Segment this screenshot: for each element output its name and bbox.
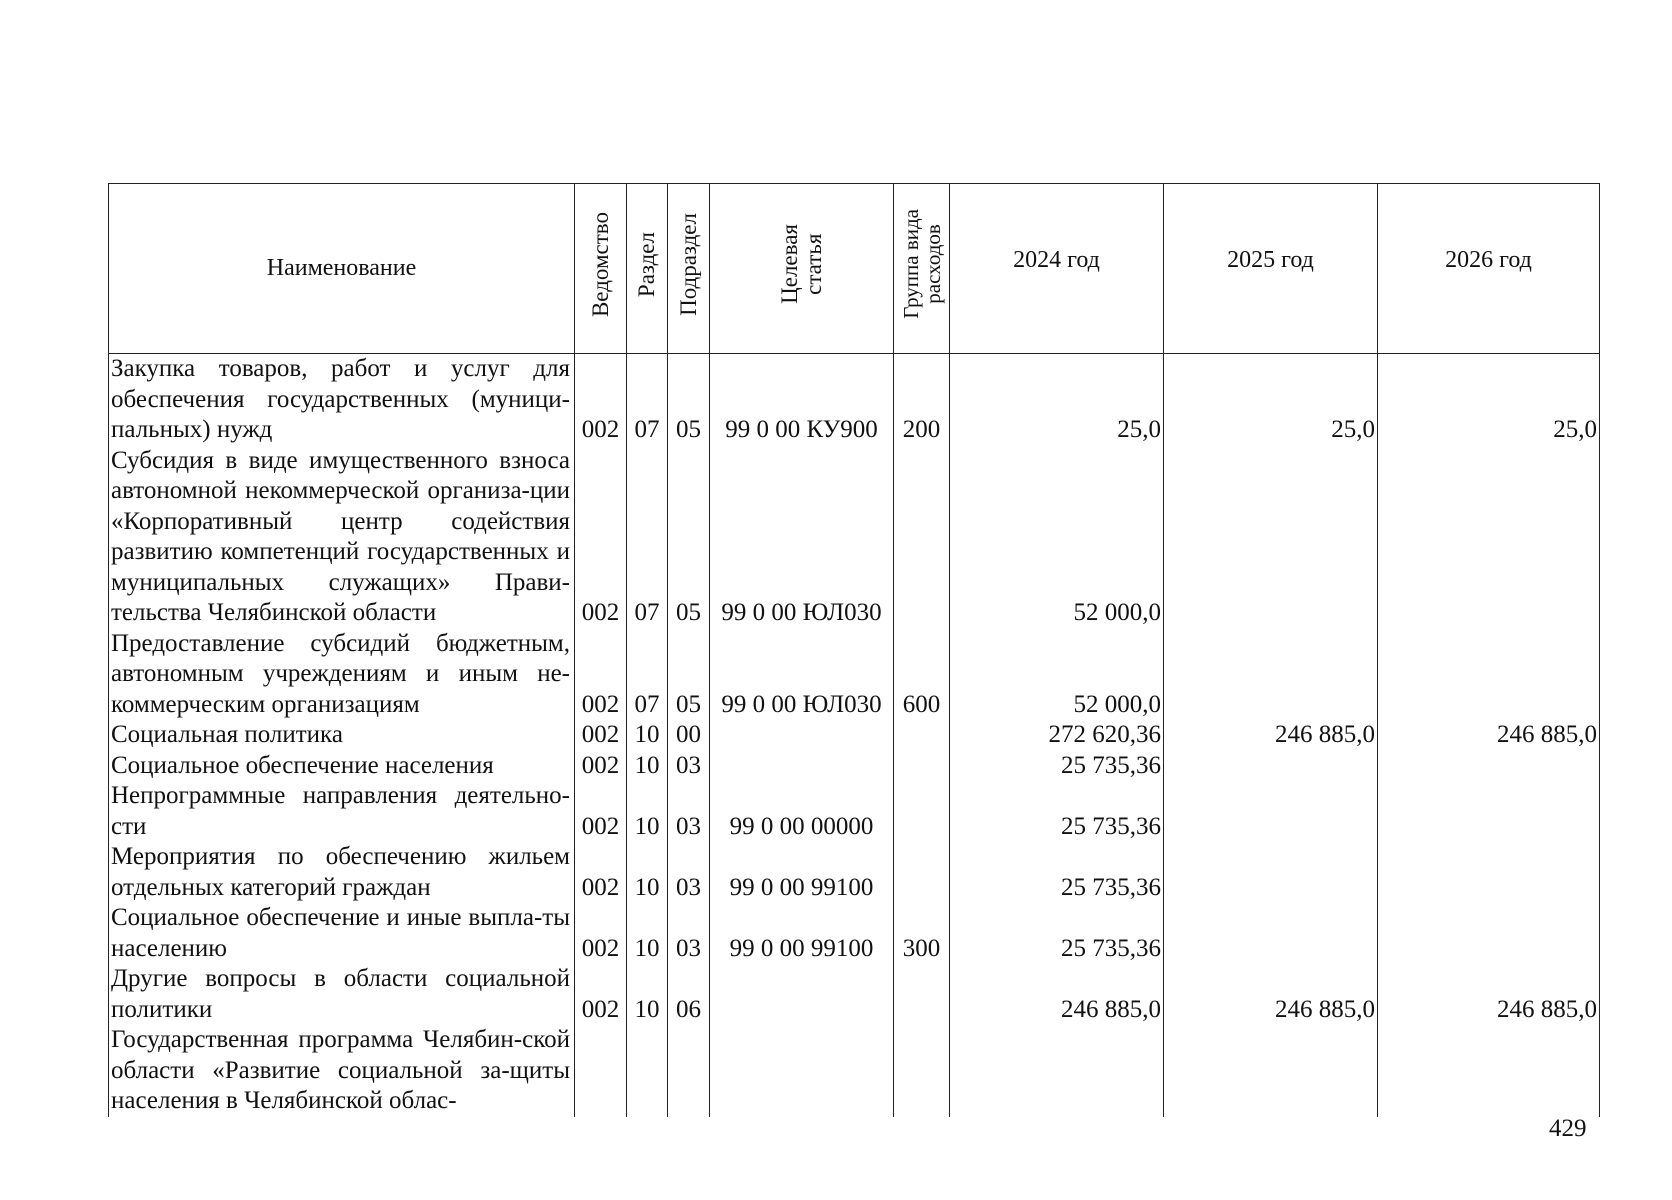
- row-name: Предоставление субсидий бюджетным, автономным учреждениям и иным не-коммерческим организациям: [109, 629, 575, 721]
- row-2025: [1164, 751, 1378, 782]
- row-2024: 52 000,0: [950, 629, 1164, 721]
- row-group: [894, 446, 950, 629]
- header-name-label: Наименование: [266, 255, 417, 282]
- row-2026: [1378, 629, 1600, 721]
- row-2024: 272 620,36: [950, 720, 1164, 751]
- row-subsection: [668, 1025, 710, 1117]
- row-2026: [1378, 446, 1600, 629]
- table-row: [109, 842, 1600, 903]
- row-2026: [1378, 1025, 1600, 1117]
- table-row: [109, 1025, 1600, 1117]
- row-target: 99 0 00 99100: [710, 842, 894, 903]
- row-2025: [1164, 903, 1378, 964]
- row-2026: 246 885,0: [1378, 964, 1600, 1025]
- row-2024: 246 885,0: [950, 964, 1164, 1025]
- row-name: Социальная политика: [109, 720, 575, 751]
- row-group: [894, 751, 950, 782]
- row-dept: 002: [575, 354, 627, 446]
- row-2025: 25,0: [1164, 354, 1378, 446]
- row-group: [894, 964, 950, 1025]
- row-group: 600: [894, 629, 950, 721]
- row-dept: 002: [575, 842, 627, 903]
- header-target-label: Целевая статья: [776, 224, 826, 305]
- row-subsection: 06: [668, 964, 710, 1025]
- row-target: 99 0 00 КУ900: [710, 354, 894, 446]
- header-name: [109, 184, 575, 354]
- row-2024: 25 735,36: [950, 842, 1164, 903]
- row-subsection: 05: [668, 354, 710, 446]
- row-section: 07: [627, 629, 668, 721]
- row-dept: 002: [575, 629, 627, 721]
- row-2024: [950, 1025, 1164, 1117]
- row-name: Субсидия в виде имущественного взноса автономной некоммерческой организа-ции «Корпоративный центр содействия развитию компетенций государственных и муниципальных служащих» Прави-тельства Челябинской области: [109, 446, 575, 629]
- row-section: 07: [627, 446, 668, 629]
- table-row: [109, 781, 1600, 842]
- row-name: Другие вопросы в области социальной политики: [109, 964, 575, 1025]
- row-2026: 25,0: [1378, 354, 1600, 446]
- row-2025: [1164, 446, 1378, 629]
- row-2025: [1164, 1025, 1378, 1117]
- row-subsection: 03: [668, 751, 710, 782]
- header-expense-group: [894, 184, 950, 354]
- row-group: [894, 842, 950, 903]
- header-2026: [1378, 184, 1600, 354]
- header-2025: [1164, 184, 1378, 354]
- header-dept-label: Ведомство: [587, 211, 613, 317]
- table-header: [109, 184, 1600, 354]
- row-target: [710, 964, 894, 1025]
- row-target: 99 0 00 ЮЛ030: [710, 446, 894, 629]
- header-2024: [950, 184, 1164, 354]
- header-section: [627, 184, 668, 354]
- header-section-label: Раздел: [634, 231, 659, 297]
- header-dept: [575, 184, 627, 354]
- row-2024: 52 000,0: [950, 446, 1164, 629]
- header-2025-label: 2025 год: [1227, 247, 1314, 274]
- header-2024-label: 2024 год: [1013, 247, 1100, 274]
- row-2024: 25 735,36: [950, 781, 1164, 842]
- row-2026: [1378, 903, 1600, 964]
- table-row: [109, 720, 1600, 751]
- row-dept: 002: [575, 964, 627, 1025]
- row-section: 10: [627, 720, 668, 751]
- row-section: 10: [627, 751, 668, 782]
- row-section: 07: [627, 354, 668, 446]
- row-section: 10: [627, 781, 668, 842]
- row-2025: [1164, 781, 1378, 842]
- table-row: [109, 629, 1600, 721]
- row-dept: 002: [575, 781, 627, 842]
- row-target: [710, 1025, 894, 1117]
- header-expense-group-label: Группа вида расходов: [898, 209, 945, 320]
- row-group: [894, 1025, 950, 1117]
- row-2024: 25 735,36: [950, 903, 1164, 964]
- table-body: [109, 354, 1600, 1117]
- row-group: 200: [894, 354, 950, 446]
- header-target: [710, 184, 894, 354]
- row-subsection: 03: [668, 842, 710, 903]
- row-section: 10: [627, 842, 668, 903]
- row-2026: [1378, 781, 1600, 842]
- row-dept: 002: [575, 903, 627, 964]
- row-dept: [575, 1025, 627, 1117]
- header-subsection-label: Подраздел: [675, 212, 701, 316]
- table-row: [109, 354, 1600, 446]
- row-target: 99 0 00 99100: [710, 903, 894, 964]
- row-group: 300: [894, 903, 950, 964]
- row-section: 10: [627, 964, 668, 1025]
- row-subsection: 05: [668, 446, 710, 629]
- row-section: [627, 1025, 668, 1117]
- row-2025: [1164, 842, 1378, 903]
- row-subsection: 03: [668, 903, 710, 964]
- table-row: [109, 964, 1600, 1025]
- row-subsection: 03: [668, 781, 710, 842]
- row-2025: [1164, 629, 1378, 721]
- row-section: 10: [627, 903, 668, 964]
- row-group: [894, 781, 950, 842]
- row-group: [894, 720, 950, 751]
- table-row: [109, 751, 1600, 782]
- header-2026-label: 2026 год: [1445, 247, 1532, 274]
- header-row: [109, 184, 1600, 354]
- row-2025: 246 885,0: [1164, 720, 1378, 751]
- page-number: 429: [1549, 1115, 1587, 1142]
- row-2026: 246 885,0: [1378, 720, 1600, 751]
- row-2024: 25,0: [950, 354, 1164, 446]
- row-target: [710, 751, 894, 782]
- budget-table: [108, 183, 1600, 1117]
- row-target: 99 0 00 00000: [710, 781, 894, 842]
- row-2026: [1378, 842, 1600, 903]
- row-2026: [1378, 751, 1600, 782]
- row-name: Закупка товаров, работ и услуг для обеспечения государственных (муници-пальных) нужд: [109, 354, 575, 446]
- row-name: Непрограммные направления деятельно-сти: [109, 781, 575, 842]
- row-name: Социальное обеспечение и иные выпла-ты населению: [109, 903, 575, 964]
- row-target: [710, 720, 894, 751]
- row-name: Социальное обеспечение населения: [109, 751, 575, 782]
- row-target: 99 0 00 ЮЛ030: [710, 629, 894, 721]
- row-name: Государственная программа Челябин-ской области «Развитие социальной за-щиты населения в Челябинской облас-: [109, 1025, 575, 1117]
- row-subsection: 00: [668, 720, 710, 751]
- row-dept: 002: [575, 751, 627, 782]
- row-2025: 246 885,0: [1164, 964, 1378, 1025]
- row-subsection: 05: [668, 629, 710, 721]
- header-subsection: [668, 184, 710, 354]
- table-row: [109, 446, 1600, 629]
- row-dept: 002: [575, 446, 627, 629]
- row-dept: 002: [575, 720, 627, 751]
- table-row: [109, 903, 1600, 964]
- row-2024: 25 735,36: [950, 751, 1164, 782]
- row-name: Мероприятия по обеспечению жильем отдельных категорий граждан: [109, 842, 575, 903]
